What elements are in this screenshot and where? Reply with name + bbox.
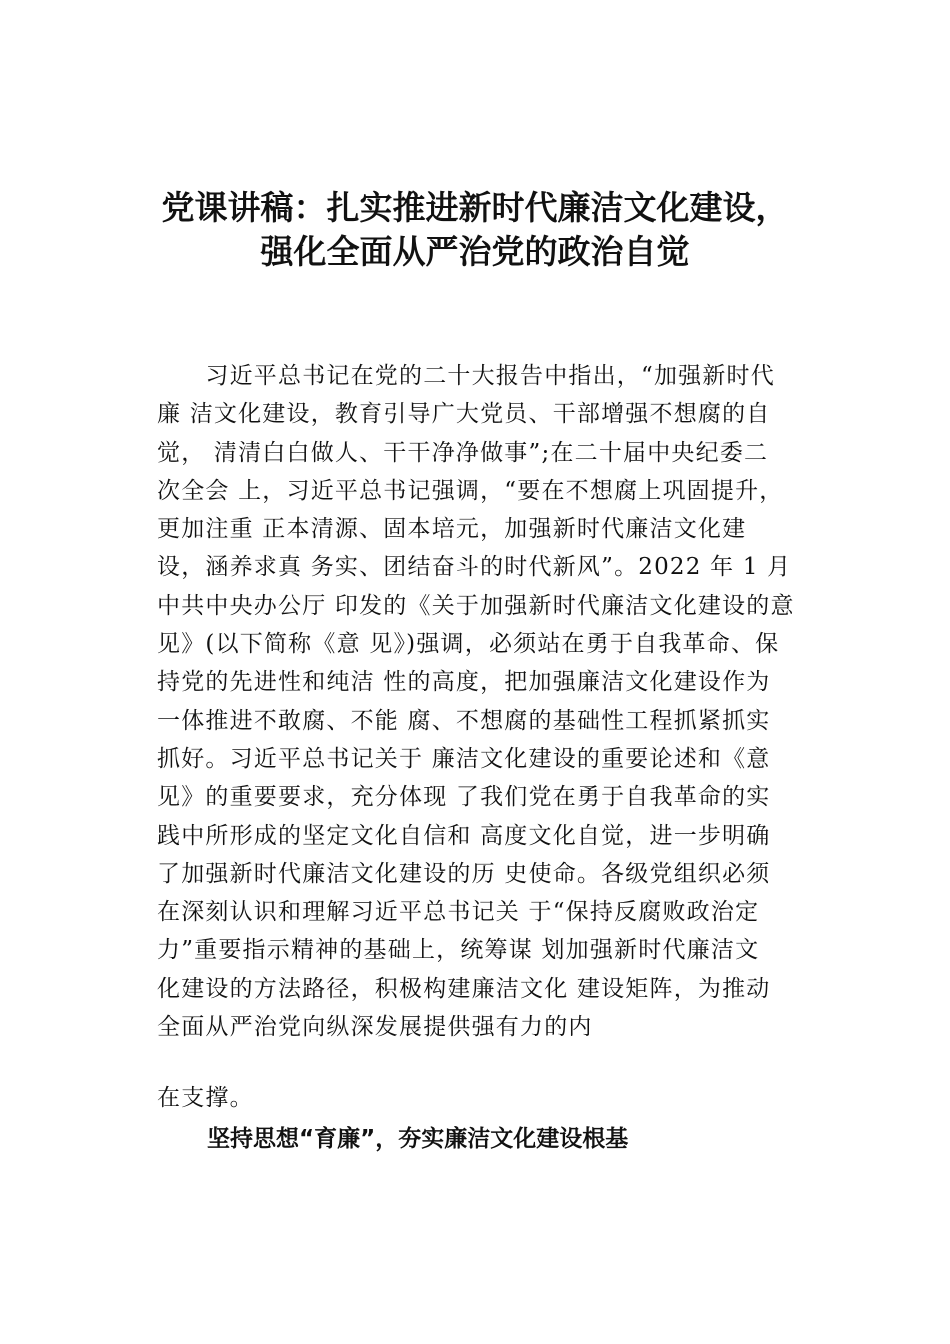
paragraph-line: 习近平总书记在党的二十大报告中指出，“加强新时代	[157, 363, 775, 389]
paragraph-line: 见》(以下简称《意 见》)强调，必须站在勇于自我革命、保	[157, 631, 780, 658]
paragraph-line: 了加强新时代廉洁文化建设的历 史使命。各级党组织必须	[157, 860, 771, 887]
paragraph-line: 化建设的方法路径，积极构建廉洁文化 建设矩阵，为推动	[157, 975, 771, 1002]
paragraph-line: 力”重要指示精神的基础上，统筹谋 划加强新时代廉洁文	[157, 937, 760, 964]
paragraph-line: 一体推进不敢腐、不能 腐、不想腐的基础性工程抓紧抓实	[157, 707, 771, 734]
paragraph-tail: 在支撑。	[157, 1085, 254, 1111]
paragraph-line: 更加注重 正本清源、固本培元，加强新时代廉洁文化建	[157, 516, 747, 543]
paragraph-line: 在深刻认识和理解习近平总书记关 于“保持反腐败政治定	[157, 899, 760, 926]
paragraph-line: 次全会 上，习近平总书记强调，“要在不想腐上巩固提升，	[157, 477, 784, 504]
title-line-2: 强化全面从严治党的政治自觉	[260, 232, 690, 271]
paragraph-line: 廉 洁文化建设，教育引导广大党员、干部增强不想腐的自	[157, 401, 771, 428]
paragraph-line: 抓好。习近平总书记关于 廉洁文化建设的重要论述和《意	[157, 745, 771, 772]
paragraph-line: 践中所形成的坚定文化自信和 高度文化自觉，进一步明确	[157, 822, 771, 849]
paragraph-line: 中共中央办公厅 印发的《关于加强新时代廉洁文化建设的意	[157, 592, 795, 619]
paragraph-line: 觉， 清清白白做人、干干净净做事”;在二十届中央纪委二	[157, 439, 769, 466]
section-heading: 坚持思想“育廉”，夯实廉洁文化建设根基	[207, 1126, 629, 1152]
paragraph-line: 持党的先进性和纯洁 性的高度，把加强廉洁文化建设作为	[157, 669, 771, 696]
title-line-1: 党课讲稿：扎实推进新时代廉洁文化建设，	[161, 188, 789, 227]
page-title	[120, 186, 830, 274]
paragraph-line: 见》的重要要求，充分体现 了我们党在勇于自我革命的实	[157, 784, 771, 811]
body-paragraph	[157, 357, 817, 1046]
paragraph-line: 设，涵养求真 务实、团结奋斗的时代新风”。2022 年 1 月	[157, 554, 792, 581]
paragraph-line: 全面从严治党向纵深发展提供强有力的内	[157, 1014, 593, 1041]
